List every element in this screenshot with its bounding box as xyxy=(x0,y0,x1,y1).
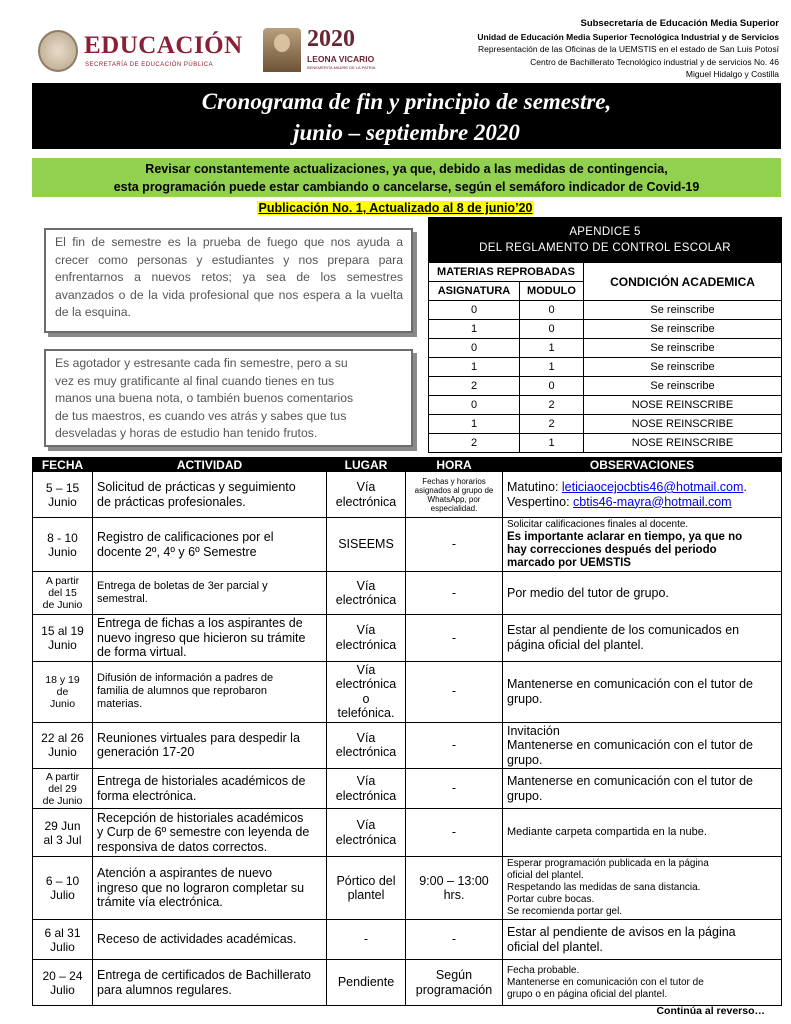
hora-line: - xyxy=(451,585,457,600)
schedule-row xyxy=(33,920,782,960)
appendix-row xyxy=(429,377,782,396)
obs-line: grupo. xyxy=(507,752,543,767)
lugar-line: Vía xyxy=(356,818,376,832)
cell-lugar xyxy=(327,920,406,960)
obs-small-line: grupo o en página oficial del plantel. xyxy=(507,988,668,1000)
quote-box-1: El fin de semestre es la prueba de fuego que nos ayuda a crecer como personas y estudiantes y nos prepara para enfrentarnos a nuevos retos; ya sea de los semestres avanzados o de la vida profesional que nos espera a la vuelta de la esquina. xyxy=(44,228,413,333)
cell-fecha xyxy=(33,615,93,662)
quote-line: desveladas y horas de estudio han tenido frutos. xyxy=(55,426,318,440)
fecha-line: 18 y 19 xyxy=(45,673,80,686)
obs-line: Mantenerse en comunicación con el tutor de xyxy=(507,738,753,752)
actividad-line: Difusión de información a padres de xyxy=(97,672,274,684)
fecha-line: Junio xyxy=(48,494,77,509)
appendix-row xyxy=(429,320,782,339)
appendix-cell-condicion: Se reinscribe xyxy=(584,320,782,339)
lugar-line: o xyxy=(362,691,370,706)
actividad-line: Registro de calificaciones por el xyxy=(97,530,274,544)
appendix-cell-condicion: NOSE REINSCRIBE xyxy=(584,434,782,453)
cell-lugar xyxy=(327,472,406,518)
cell-fecha xyxy=(33,769,93,809)
lugar-line: Vía xyxy=(356,662,376,677)
hora-line: - xyxy=(451,684,457,699)
col-header-hora: HORA xyxy=(406,458,503,472)
actividad-line: Solicitud de prácticas y seguimiento xyxy=(97,480,296,494)
lugar-line: Vía xyxy=(356,730,376,745)
portrait-icon xyxy=(263,28,301,72)
quote-line: manos una buena nota, o también buenos comentarios xyxy=(55,391,354,405)
col-header-observaciones: OBSERVACIONES xyxy=(503,458,782,472)
schedule-row xyxy=(33,661,782,722)
vespertino-email-link[interactable]: cbtis46-mayra@hotmail.com xyxy=(573,494,732,509)
leona-vicario-logo xyxy=(263,28,393,74)
matutino-email-link[interactable]: leticiaocejocbtis46@hotmail.com xyxy=(561,480,744,494)
appendix-modulo-header: MODULO xyxy=(520,282,584,301)
schedule-row xyxy=(33,615,782,662)
obs-small-line: Se recomienda portar gel. xyxy=(507,906,623,917)
appendix-asignatura-header: ASIGNATURA xyxy=(429,282,520,301)
hora-line: especialidad. xyxy=(430,503,478,513)
appendix-cell-asignatura: 1 xyxy=(429,358,520,377)
hora-line: - xyxy=(451,932,457,947)
obs-line: Mantenerse en comunicación con el tutor de xyxy=(507,677,753,691)
cell-fecha xyxy=(33,809,93,857)
cell-hora xyxy=(406,472,503,518)
cell-lugar xyxy=(327,518,406,572)
appendix-title-line-1: APENDICE 5 xyxy=(569,226,641,238)
actividad-line: Entrega de fichas a los aspirantes de xyxy=(97,616,303,630)
lugar-line: Vía xyxy=(356,578,376,593)
cell-observaciones xyxy=(503,857,782,920)
appendix-row xyxy=(429,415,782,434)
appendix-cell-modulo: 0 xyxy=(520,320,584,339)
lugar-line: electrónica xyxy=(335,677,397,691)
appendix-row xyxy=(429,358,782,377)
actividad-line: Receso de actividades académicas. xyxy=(97,932,297,947)
obs-bold-line: marcado por UEMSTIS xyxy=(507,557,631,569)
hora-line: asignados al grupo de xyxy=(414,485,494,495)
cell-hora xyxy=(406,722,503,769)
appendix-title-line-2: DEL REGLAMENTO DE CONTROL ESCOLAR xyxy=(479,242,731,254)
appendix-cell-asignatura: 2 xyxy=(429,434,520,453)
actividad-line: docente 2º, 4º y 6º Semestre xyxy=(97,544,257,559)
appendix-cell-condicion: NOSE REINSCRIBE xyxy=(584,415,782,434)
obs-bold-line: Es importante aclarar en tiempo, ya que no xyxy=(507,531,743,543)
obs-line: Invitación xyxy=(507,723,560,738)
obs-line: Estar al pendiente de los comunicados en xyxy=(507,623,740,638)
actividad-line: materias. xyxy=(97,698,143,710)
title-line-2: junio – septiembre 2020 xyxy=(293,120,520,145)
lugar-line: electrónica xyxy=(335,593,397,607)
fecha-line: al 3 Jul xyxy=(43,832,82,847)
obs-small-line: Fecha probable. xyxy=(507,964,580,976)
appendix-cell-asignatura: 0 xyxy=(429,339,520,358)
appendix-cell-modulo: 1 xyxy=(520,339,584,358)
cell-observaciones xyxy=(503,920,782,960)
cell-lugar xyxy=(327,960,406,1006)
obs-small-line: Portar cubre bocas. xyxy=(507,894,595,905)
cell-lugar xyxy=(327,769,406,809)
cell-lugar xyxy=(327,572,406,615)
cell-observaciones xyxy=(503,518,782,572)
actividad-line: Reuniones virtuales para despedir la xyxy=(97,730,300,745)
obs-small-line: Esperar programación publicada en la página xyxy=(507,858,709,869)
fecha-line: 6 al 31 xyxy=(44,925,81,940)
actividad-line: Recepción de historiales académicos xyxy=(97,810,304,825)
appendix-row xyxy=(429,339,782,358)
fecha-line: 29 Jun xyxy=(44,818,81,833)
institution-block xyxy=(477,18,779,81)
hora-line: hrs. xyxy=(443,888,465,902)
matutino-label: Matutino: xyxy=(507,480,562,494)
fecha-line: Junio xyxy=(48,637,77,652)
cell-observaciones xyxy=(503,661,782,722)
col-header-actividad: ACTIVIDAD xyxy=(93,458,327,472)
appendix-cell-condicion: Se reinscribe xyxy=(584,339,782,358)
obs-line: grupo. xyxy=(507,691,543,706)
actividad-line: de forma virtual. xyxy=(97,645,187,659)
hora-line: - xyxy=(451,781,457,796)
obs-line: Por medio del tutor de grupo. xyxy=(507,585,669,600)
cell-actividad xyxy=(93,960,327,1006)
cell-hora xyxy=(406,572,503,615)
cell-lugar xyxy=(327,809,406,857)
cell-observaciones xyxy=(503,960,782,1006)
cell-fecha xyxy=(33,857,93,920)
educacion-logo-title: EDUCACIÓN xyxy=(84,32,243,59)
actividad-line: Entrega de boletas de 3er parcial y xyxy=(97,580,268,592)
cell-observaciones xyxy=(503,472,782,518)
fecha-line: 22 al 26 xyxy=(41,731,84,746)
obs-small-line: Mantenerse en comunicación con el tutor de xyxy=(507,976,704,988)
hora-line: - xyxy=(451,630,457,645)
cell-actividad xyxy=(93,722,327,769)
hora-line: Según xyxy=(435,968,473,982)
notice-line-2: esta programación puede estar cambiando o cancelarse, según el semáforo indicador de Covid-19 xyxy=(113,180,700,194)
actividad-line: semestral. xyxy=(97,593,148,605)
fecha-line: A partir xyxy=(45,575,80,587)
obs-line: grupo. xyxy=(507,788,543,803)
lugar-line: Pendiente xyxy=(337,975,395,990)
cell-hora xyxy=(406,960,503,1006)
lugar-line: Pórtico del xyxy=(336,873,396,888)
fecha-line: Julio xyxy=(50,939,75,954)
actividad-line: Atención a aspirantes de nuevo xyxy=(97,866,273,881)
actividad-line: de prácticas profesionales. xyxy=(97,494,246,509)
appendix-cell-condicion: Se reinscribe xyxy=(584,377,782,396)
title-line-1: Cronograma de fin y principio de semestre, xyxy=(201,89,612,114)
cell-hora xyxy=(406,857,503,920)
cell-hora xyxy=(406,615,503,662)
appendix-cell-modulo: 2 xyxy=(520,396,584,415)
lugar-line: Vía xyxy=(356,774,376,788)
institution-line: Unidad de Educación Media Superior Tecnológica Industrial y de Servicios xyxy=(477,31,779,42)
continue-note: Continúa al reverso… xyxy=(656,1005,765,1017)
publication-text: Publicación No. 1, Actualizado al 8 de junio’20 xyxy=(258,201,533,215)
notice-line-1: Revisar constantemente actualizaciones, ya que, debido a las medidas de contingencia, xyxy=(145,162,668,176)
cell-actividad xyxy=(93,920,327,960)
matutino-end: . xyxy=(743,480,747,494)
lugar-line: electrónica xyxy=(335,788,397,803)
fecha-line: Julio xyxy=(50,888,75,902)
lugar-line: electrónica xyxy=(335,637,397,652)
institution-line: Subsecretaría de Educación Media Superior xyxy=(580,18,779,29)
appendix-cell-asignatura: 1 xyxy=(429,415,520,434)
appendix-cell-modulo: 1 xyxy=(520,434,584,453)
quote-box-2 xyxy=(44,349,413,447)
appendix-row xyxy=(429,301,782,320)
cell-observaciones xyxy=(503,809,782,857)
fecha-line: de xyxy=(56,685,69,698)
fecha-line: Junio xyxy=(48,544,77,559)
obs-line: página oficial del plantel. xyxy=(507,637,644,652)
actividad-line: familia de alumnos que reprobaron xyxy=(97,685,267,697)
appendix-table xyxy=(428,217,782,453)
appendix-cell-asignatura: 2 xyxy=(429,377,520,396)
obs-line: Estar al pendiente de avisos en la página xyxy=(507,925,736,939)
appendix-cell-asignatura: 0 xyxy=(429,396,520,415)
quote-line: vez es muy gratificante al final cuando tienes en tus xyxy=(55,373,335,388)
cell-actividad xyxy=(93,809,327,857)
contingency-notice xyxy=(32,158,781,197)
lugar-line: electrónica xyxy=(335,494,397,509)
lugar-line: plantel xyxy=(347,888,385,902)
institution-line: Centro de Bachillerato Tecnológico industrial y de servicios No. 46 xyxy=(530,56,779,67)
fecha-line: Junio xyxy=(48,745,77,760)
hora-line: WhatsApp, por xyxy=(427,494,481,504)
obs-line: oficial del plantel. xyxy=(507,939,603,954)
appendix-cell-modulo: 2 xyxy=(520,415,584,434)
appendix-cell-asignatura: 1 xyxy=(429,320,520,339)
cell-hora xyxy=(406,518,503,572)
cell-fecha xyxy=(33,572,93,615)
cell-observaciones xyxy=(503,769,782,809)
cell-lugar xyxy=(327,722,406,769)
fecha-line: A partir xyxy=(45,770,80,783)
logo-name: LEONA VICARIO xyxy=(307,54,375,64)
appendix-cell-modulo: 0 xyxy=(520,377,584,396)
appendix-cell-condicion: Se reinscribe xyxy=(584,301,782,320)
lugar-line: Vía xyxy=(356,480,376,494)
page-title xyxy=(32,83,781,149)
appendix-row xyxy=(429,396,782,415)
cell-actividad xyxy=(93,769,327,809)
hora-line: programación xyxy=(415,982,493,997)
lugar-line: - xyxy=(363,932,369,947)
hora-line: 9:00 – 13:00 xyxy=(419,873,489,888)
actividad-line: trámite vía electrónica. xyxy=(97,895,223,910)
lugar-line: telefónica. xyxy=(337,706,395,720)
hora-line: - xyxy=(451,537,457,552)
obs-small-line: Solicitar calificaciones finales al docente. xyxy=(507,519,689,530)
lugar-line: SISEEMS xyxy=(338,537,394,552)
cell-actividad xyxy=(93,857,327,920)
schedule-row xyxy=(33,518,782,572)
hora-line: - xyxy=(451,825,457,840)
quote-line: de tus maestros, es cuando ves atrás y sabes que tus xyxy=(55,408,347,423)
cell-hora xyxy=(406,809,503,857)
cell-observaciones xyxy=(503,722,782,769)
schedule-row xyxy=(33,809,782,857)
obs-small-line: Respetando las medidas de sana distancia. xyxy=(507,882,701,893)
cell-observaciones xyxy=(503,615,782,662)
logo-tagline: BENEMÉRITA MADRE DE LA PATRIA xyxy=(307,65,376,70)
educacion-logo-subtitle: SECRETARÍA DE EDUCACIÓN PÚBLICA xyxy=(85,62,214,68)
hora-line: - xyxy=(451,738,457,752)
institution-line: Miguel Hidalgo y Costilla xyxy=(685,69,779,79)
cell-actividad xyxy=(93,518,327,572)
appendix-cell-condicion: Se reinscribe xyxy=(584,358,782,377)
lugar-line: Vía xyxy=(356,623,376,638)
lugar-line: electrónica xyxy=(335,745,397,760)
hora-line: Fechas y horarios xyxy=(422,476,486,486)
actividad-line: responsiva de datos correctos. xyxy=(97,839,268,854)
national-seal-icon xyxy=(38,30,78,72)
fecha-line: 6 – 10 xyxy=(45,874,80,888)
appendix-title xyxy=(429,218,782,263)
lugar-line: electrónica xyxy=(335,832,397,847)
cell-hora xyxy=(406,920,503,960)
obs-small-line: oficial del plantel. xyxy=(507,870,584,881)
institution-line: Representación de las Oficinas de la UEMSTIS en el estado de San Luis Potosí xyxy=(478,44,779,54)
educacion-logo xyxy=(38,30,243,76)
cell-fecha xyxy=(33,661,93,722)
schedule-row xyxy=(33,960,782,1006)
fecha-line: 8 - 10 xyxy=(47,530,78,545)
schedule-row xyxy=(33,857,782,920)
obs-line: Mediante carpeta compartida en la nube. xyxy=(507,826,707,839)
appendix-cell-modulo: 0 xyxy=(520,301,584,320)
cell-fecha xyxy=(33,920,93,960)
actividad-line: generación 17-20 xyxy=(97,745,195,760)
cell-actividad xyxy=(93,572,327,615)
fecha-line: Junio xyxy=(49,697,76,710)
obs-line: Mantenerse en comunicación con el tutor de xyxy=(507,774,753,788)
fecha-line: de Junio xyxy=(42,794,83,807)
obs-bold-line: hay correcciones después del periodo xyxy=(507,544,717,556)
publication-note xyxy=(0,199,791,217)
fecha-line: 5 – 15 xyxy=(45,480,80,495)
cell-fecha xyxy=(33,518,93,572)
appendix-cell-condicion: NOSE REINSCRIBE xyxy=(584,396,782,415)
actividad-line: nuevo ingreso que hicieron su trámite xyxy=(97,630,306,645)
schedule-row xyxy=(33,572,782,615)
actividad-line: ingreso que no lograron completar su xyxy=(97,880,305,895)
fecha-line: del 29 xyxy=(48,782,77,795)
appendix-row xyxy=(429,434,782,453)
appendix-cell-asignatura: 0 xyxy=(429,301,520,320)
cell-lugar xyxy=(327,857,406,920)
actividad-line: y Curp de 6º semestre con leyenda de xyxy=(97,825,310,840)
actividad-line: para alumnos regulares. xyxy=(97,982,232,997)
logo-year: 2020 xyxy=(307,26,355,52)
cell-actividad xyxy=(93,615,327,662)
cell-fecha xyxy=(33,722,93,769)
appendix-group-header: MATERIAS REPROBADAS xyxy=(429,263,584,282)
fecha-line: del 15 xyxy=(48,587,77,599)
schedule-row xyxy=(33,722,782,769)
fecha-line: de Junio xyxy=(42,599,83,611)
cell-actividad xyxy=(93,472,327,518)
fecha-line: 20 – 24 xyxy=(42,968,83,983)
cell-lugar xyxy=(327,615,406,662)
cell-hora xyxy=(406,769,503,809)
cell-observaciones xyxy=(503,572,782,615)
cell-actividad xyxy=(93,661,327,722)
actividad-line: forma electrónica. xyxy=(97,788,197,803)
col-header-fecha: FECHA xyxy=(33,458,93,472)
schedule-row xyxy=(33,769,782,809)
fecha-line: Julio xyxy=(50,982,75,997)
schedule-row xyxy=(33,472,782,518)
cell-fecha xyxy=(33,472,93,518)
schedule-table xyxy=(32,457,782,1006)
cell-lugar xyxy=(327,661,406,722)
appendix-cell-modulo: 1 xyxy=(520,358,584,377)
col-header-lugar: LUGAR xyxy=(327,458,406,472)
appendix-condition-header: CONDICIÓN ACADEMICA xyxy=(584,263,782,301)
actividad-line: Entrega de historiales académicos de xyxy=(97,774,306,788)
fecha-line: 15 al 19 xyxy=(41,623,84,638)
quote-line: Es agotador y estresante cada fin semestre, pero a su xyxy=(55,356,348,370)
vespertino-label: Vespertino: xyxy=(507,494,574,509)
cell-fecha xyxy=(33,960,93,1006)
cell-hora xyxy=(406,661,503,722)
actividad-line: Entrega de certificados de Bachillerato xyxy=(97,968,312,982)
